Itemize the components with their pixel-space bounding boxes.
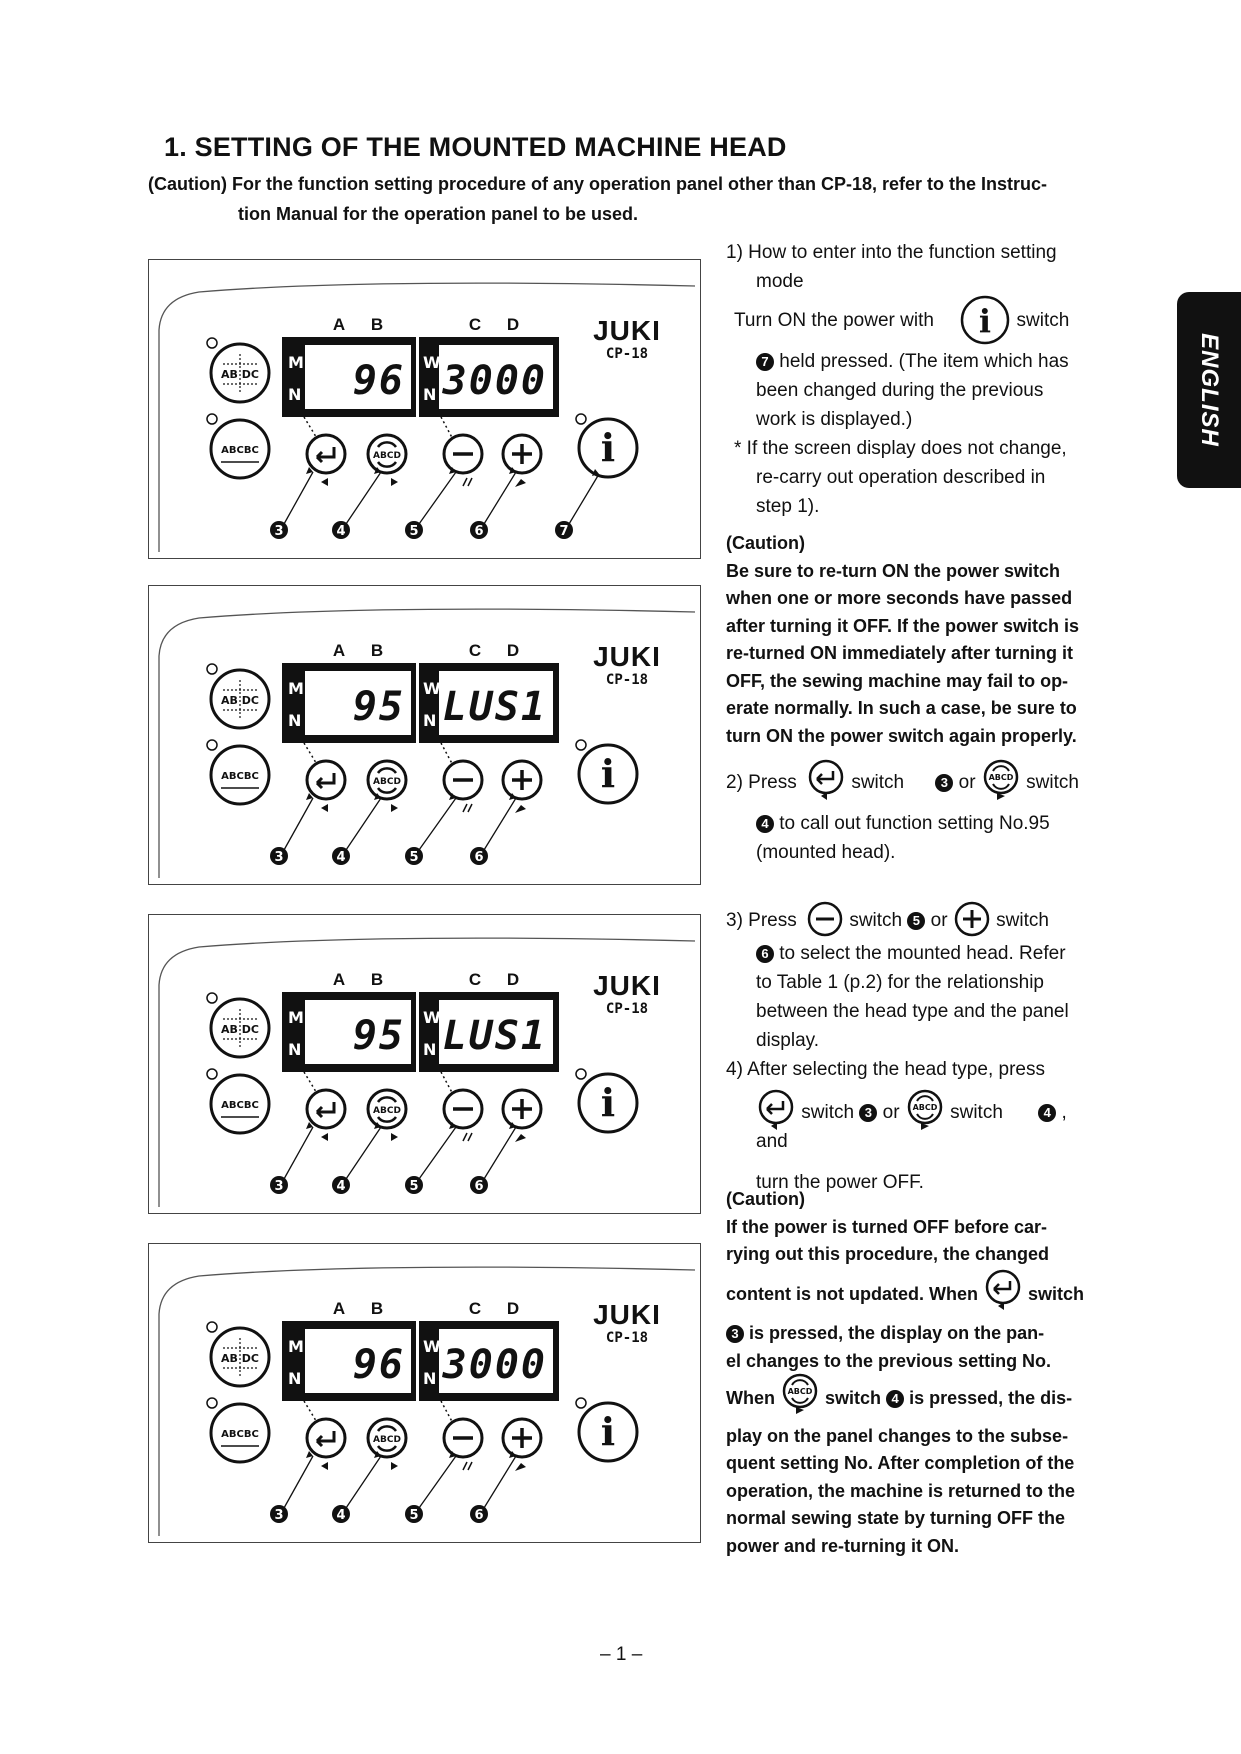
caution1-line: erate normally. In such a case, be sure to [726,698,1077,718]
step1-note-c: step 1). [756,496,820,517]
model-label: CP-18 [605,346,649,362]
fast-icon [463,1462,472,1470]
display-label: A [332,970,346,989]
callout-number: 4 [336,524,346,539]
info-button [579,419,637,477]
step4-and: , and [756,1102,1067,1152]
step3-line-g: between the head type and the panel [756,1001,1069,1022]
fast-icon [463,1133,472,1141]
caution1-line: Be sure to re-turn ON the power switch [726,560,1061,581]
callout-marker [270,793,313,865]
caution1-line: when one or more seconds have passed [726,588,1073,608]
minus-icon [806,900,844,938]
panel-drawing [149,915,702,1215]
caution2-l2: rying out this procedure, the changed [726,1244,1050,1264]
pencil-icon [515,1134,526,1142]
callout-marker [405,467,456,539]
display-label: D [506,970,520,989]
caution2-l6-tail: is pressed, the dis- [909,1388,1073,1408]
abcd-icon: ABCD [373,451,401,461]
step1-line-a [726,301,1096,340]
step3-line-e: 6 to select the mounted head. Refer [726,939,1096,968]
wave-icon: N [423,1369,437,1388]
step4-line-f: turn the power OFF. [756,1172,924,1193]
wave-icon: N [288,385,302,404]
display-label: D [506,641,520,660]
abcd-icon: ABCD [373,1106,401,1116]
step1-line-b-text: held pressed. (The item which has [779,351,1069,372]
wave-icon: N [288,1040,302,1059]
wave-icon: W [423,353,441,372]
display-label: A [332,315,346,334]
wave-icon: W [423,1337,441,1356]
caution1-line: OFF, the sewing machine may fail to op- [726,670,1069,691]
caution2-l3 [726,1281,1096,1309]
led-indicator [576,1069,586,1079]
panel-drawing [149,260,702,560]
callout-number: 5 [409,850,419,865]
callout-number: 3 [274,1508,284,1523]
display-label: B [370,641,384,660]
svg-text:i: i [979,301,992,340]
pattern-button-abcd [211,999,269,1057]
led-indicator [207,1322,217,1332]
callout-marker [555,469,599,539]
step3-switch-a: switch [849,910,903,931]
led-indicator [207,664,217,674]
wave-icon: N [288,1369,302,1388]
step1-note-b: re-carry out operation described in [756,467,1046,488]
callout-number: 3 [274,1179,284,1194]
pattern-button-abcd [211,670,269,728]
step3-switch-b: switch [996,910,1049,931]
led-indicator [207,740,217,750]
callout-number: 5 [409,1508,419,1523]
display-label: A [332,1299,346,1318]
callout-number: 4 [336,1508,346,1523]
pencil-icon [515,805,526,813]
panel-4 [148,1243,701,1543]
return-button [307,435,345,486]
step3-line-f: to Table 1 (p.2) for the relationship [756,972,1044,993]
minus-button [444,1419,482,1470]
info-button [579,1074,637,1132]
svg-text:ABCBC: ABCBC [221,445,259,456]
info-button [579,745,637,803]
info-icon: i [600,1080,616,1125]
display-label: D [506,1299,520,1318]
callout-marker [270,1451,313,1523]
step1-note-a: * If the screen display does not change, [734,438,1067,459]
led-indicator [207,414,217,424]
brand-logo: JUKI [593,315,661,346]
led-indicator [207,993,217,1003]
svg-text:ABCD: ABCD [988,772,1014,782]
right-display-value: 3000 [442,1342,547,1388]
callout-marker [470,793,516,865]
panel-1 [148,259,701,559]
step2-line-e: 4 to call out function setting No.95 [726,809,1096,838]
caution2-l6: When ABCD switch 4 is pressed, the dis- [726,1385,1096,1413]
brand-logo: JUKI [593,970,661,1001]
plus-button [503,1090,541,1142]
step1-heading-b: mode [756,271,804,292]
caution2-l1: If the power is turned OFF before car- [726,1216,1048,1237]
panel-3 [148,914,701,1214]
right-arrow-icon [391,804,398,812]
caution1-line: turn ON the power switch again properly. [726,725,1077,746]
callout-marker [332,467,381,539]
display-label: B [370,315,384,334]
caution2-rest: operation, the machine is returned to the [726,1480,1076,1501]
step3-block [726,906,1096,1197]
caution2-rest: quent setting No. After completion of the [726,1453,1075,1473]
pattern-button-abcd [211,1328,269,1386]
wave-icon: M [288,1337,304,1356]
callout-number: 6 [474,524,484,539]
callout-number: 6 [474,1508,484,1523]
language-tab-label: ENGLISH [1196,333,1223,447]
display-label: C [468,970,482,989]
language-tab [1177,292,1241,488]
pattern-button-cycle [211,746,269,804]
step3-or: or [930,910,948,931]
model-label: CP-18 [605,672,649,688]
display-label: C [468,641,482,660]
caution2-l5: el changes to the previous setting No. [726,1350,1052,1371]
pattern-button-cycle [211,1404,269,1462]
panel-drawing [149,586,702,886]
panel-2 [148,585,701,885]
step3-line-e-text: to select the mounted head. Refer [779,943,1066,964]
caution2-l6-text: When [726,1388,775,1408]
right-arrow-icon [391,478,398,486]
callout-marker [270,467,313,539]
return-button [307,1419,345,1470]
left-display-value: 95 [352,1013,405,1059]
caution2-label: (Caution) [726,1189,805,1209]
caution-header-line1: (Caution) For the function setting procedure of any operation panel other than CP-18, refer to the Instruc- [148,174,1048,194]
step3-line-h: display. [756,1030,820,1051]
page-title: 1. SETTING OF THE MOUNTED MACHINE HEAD [164,132,787,162]
svg-text:ABCD: ABCD [787,1387,813,1397]
caution1-label: (Caution) [726,533,805,553]
wave-icon: N [423,385,437,404]
plus-button [503,435,541,487]
display-label: C [468,315,482,334]
callout-marker [405,1451,456,1523]
brand-logo: JUKI [593,1299,661,1330]
left-arrow-icon [321,804,328,812]
step2-switch-a: switch [851,772,905,793]
step2-press: 2) Press [726,772,797,793]
return-button [307,1090,345,1141]
pattern-button-cycle [211,420,269,478]
plus-icon [953,900,991,938]
svg-text:ABCD: ABCD [912,1102,938,1112]
panel-drawing [149,1244,702,1544]
step1-line-a-text: Turn ON the power with [734,310,934,331]
fast-icon [463,478,472,486]
step1-line-b: 7 held pressed. (The item which has [726,347,1096,376]
svg-text:AB DC: AB DC [221,694,259,707]
callout-number: 3 [274,524,284,539]
callout-number: 4 [336,1179,346,1194]
abcd-icon [780,1373,820,1417]
pattern-button-abcd [211,344,269,402]
caution2-rest: normal sewing state by turning OFF the [726,1508,1066,1528]
wave-icon: N [288,711,302,730]
wave-icon: M [288,353,304,372]
info-icon: i [600,751,616,796]
abcd-button [368,1090,406,1141]
return-icon [756,1089,796,1133]
callout-number: 3 [274,850,284,865]
brand-logo: JUKI [593,641,661,672]
svg-text:AB DC: AB DC [221,1352,259,1365]
minus-button [444,1090,482,1141]
model-label: CP-18 [605,1001,649,1017]
callout-marker [470,1122,516,1194]
callout-marker [332,1451,381,1523]
display-label: C [468,1299,482,1318]
step4-line-a: 4) After selecting the head type, press [726,1059,1045,1080]
svg-text:ABCBC: ABCBC [221,771,259,782]
left-arrow-icon [321,1133,328,1141]
display-label: B [370,1299,384,1318]
info-button [579,1403,637,1461]
callout-marker [470,467,516,539]
svg-text:AB DC: AB DC [221,1023,259,1036]
step4-or: or [882,1102,900,1123]
callout-marker [470,1451,516,1523]
abcd-icon [905,1089,945,1133]
abcd-icon: ABCD [373,1435,401,1445]
return-icon [983,1269,1023,1313]
step3-press: 3) Press [726,910,797,931]
left-arrow-icon [321,478,328,486]
led-indicator [576,740,586,750]
info-icon: i [600,1409,616,1454]
svg-text:AB DC: AB DC [221,368,259,381]
return-icon [806,759,846,803]
fast-icon [463,804,472,812]
step4-switch-a: switch [801,1102,855,1123]
step4-line-b: switch 3 or ABCD switch 4 , and [726,1098,1096,1156]
led-indicator [207,1069,217,1079]
callout-marker [332,1122,381,1194]
wave-icon: W [423,1008,441,1027]
left-display-value: 96 [352,1342,405,1388]
step2-block [726,768,1096,867]
led-indicator [576,1398,586,1408]
callout-number: 6 [474,1179,484,1194]
caution1-line: after turning it OFF. If the power switch is [726,615,1080,636]
right-display-value: LUS1 [442,1013,547,1059]
step3-line-a: 3) Press switch 5 or switch [726,906,1096,935]
minus-button [444,761,482,812]
caution2-block [726,1186,1096,1560]
caution-header-line2: tion Manual for the operation panel to be used. [238,204,639,224]
caution2-l3-text: content is not updated. When [726,1283,978,1304]
wave-icon: W [423,679,441,698]
led-indicator [207,1398,217,1408]
step2-line-f: (mounted head). [756,842,896,863]
step1-heading-a: 1) How to enter into the function setting [726,242,1057,263]
callout-number: 5 [409,524,419,539]
left-arrow-icon [321,1462,328,1470]
led-indicator [207,338,217,348]
callout-marker [332,793,381,865]
pencil-icon [515,479,526,487]
pattern-button-cycle [211,1075,269,1133]
callout-marker [405,1122,456,1194]
step1-line-c: been changed during the previous [756,380,1044,401]
caution2-rest: play on the panel changes to the subse- [726,1425,1069,1446]
info-icon: i [600,425,616,470]
pencil-icon [515,1463,526,1471]
plus-button [503,1419,541,1471]
wave-icon: N [423,1040,437,1059]
info-icon [959,295,1011,345]
caution2-l3-end: switch [1028,1283,1085,1304]
caution2-l6-end: switch [825,1388,882,1408]
caution2-l4-text: is pressed, the display on the pan- [749,1323,1045,1343]
step4-switch-b: switch [950,1102,1003,1123]
wave-icon: M [288,679,304,698]
return-button [307,761,345,812]
right-arrow-icon [391,1133,398,1141]
svg-text:ABCBC: ABCBC [221,1429,259,1440]
right-arrow-icon [391,1462,398,1470]
callout-marker [270,1122,313,1194]
right-display-value: LUS1 [442,684,547,730]
led-indicator [576,414,586,424]
step2-line-e-text: to call out function setting No.95 [779,813,1050,834]
display-label: D [506,315,520,334]
callout-number: 4 [336,850,346,865]
step2-line-a: 2) Press switch 3 or ABCD switch [726,768,1096,797]
step2-switch-b: switch [1026,772,1079,793]
abcd-icon [981,759,1021,803]
caution1-line: re-turned ON immediately after turning it [726,643,1074,663]
page-number: – 1 – [600,1644,643,1665]
left-display-value: 96 [352,358,405,404]
callout-number: 6 [474,850,484,865]
display-label: A [332,641,346,660]
callout-number: 7 [559,524,569,539]
abcd-icon: ABCD [373,777,401,787]
plus-button [503,761,541,813]
step1-line-a-end: switch [1016,310,1070,331]
abcd-button [368,1419,406,1470]
caution2-l4: 3 is pressed, the display on the pan- [726,1320,1096,1348]
abcd-button [368,435,406,486]
caution2-rest: power and re-turning it ON. [726,1535,959,1556]
caution1-block [726,530,1096,750]
left-display-value: 95 [352,684,405,730]
callout-marker [405,793,456,865]
minus-button [444,435,482,486]
model-label: CP-18 [605,1330,649,1346]
abcd-button [368,761,406,812]
wave-icon: M [288,1008,304,1027]
display-label: B [370,970,384,989]
svg-text:ABCBC: ABCBC [221,1100,259,1111]
step2-or: or [958,772,976,793]
right-display-value: 3000 [442,358,547,404]
wave-icon: N [423,711,437,730]
step1-block [726,238,1096,521]
callout-number: 5 [409,1179,419,1194]
step1-line-d: work is displayed.) [756,409,913,430]
